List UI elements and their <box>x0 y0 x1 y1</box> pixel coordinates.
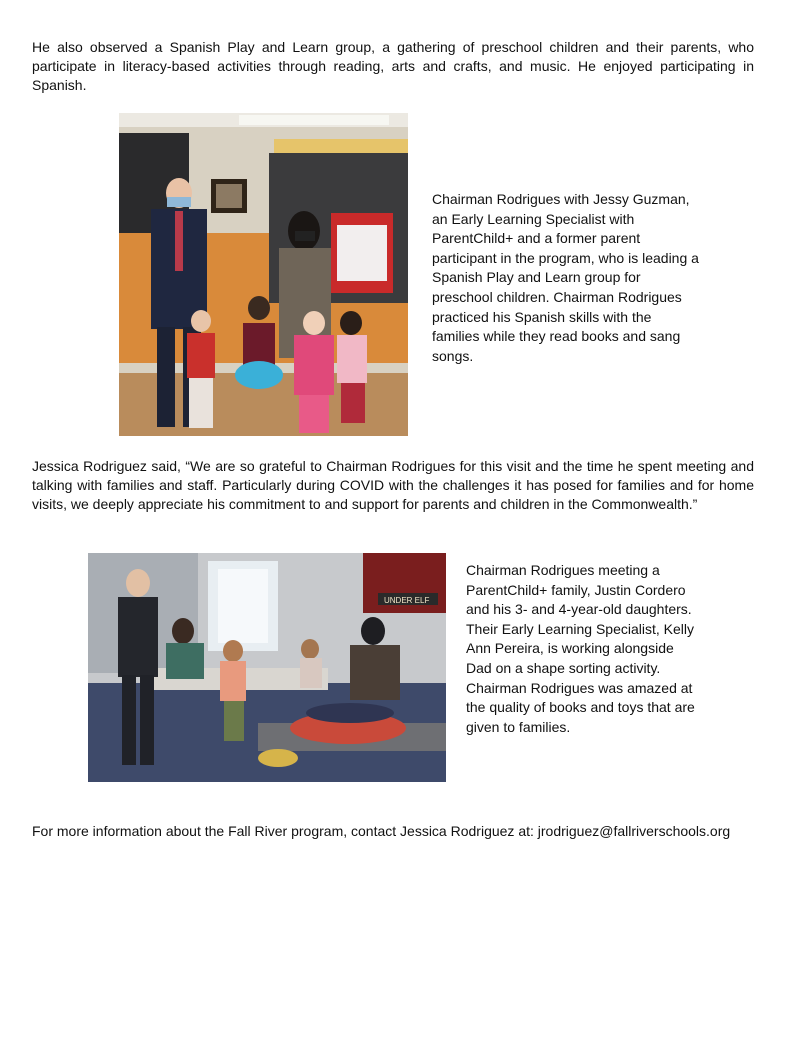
photo-illustration <box>88 553 446 782</box>
photo-caption-cordero: Chairman Rodrigues meeting a ParentChild+ family, Justin Cordero and his 3- and 4-year-old daughters. Their Early Learning Specialist, Kelly Ann Pereira, is working alongside Dad on a shape sorting activity. Chairman Rodrigues was amazed at the quality of books and toys that are given to families. <box>466 562 695 735</box>
quote-paragraph: Jessica Rodriguez said, “We are so grateful to Chairman Rodrigues for this visit and the time he spent meeting and talking with families and staff. Particularly during COVID with the challenges it has posed for families and for home visits, we deeply appreciate his commitment to and support for parents and children in the Commonwealth.” <box>32 458 754 512</box>
photo-illustration <box>119 113 408 436</box>
contact-line: For more information about the Fall River program, contact Jessica Rodriguez at: jrodriguez@fallriverschools.org <box>32 823 731 839</box>
under-elf-sign: UNDER ELF <box>384 596 430 605</box>
photo-caption-guzman: Chairman Rodrigues with Jessy Guzman, an Early Learning Specialist with ParentChild+ and a former parent participant in the program, who is leading a Spanish Play and Learn group for preschool children. Chairman Rodrigues practiced his Spanish skills with the families while they read books and sang songs. <box>432 191 699 364</box>
classroom-photo-chairman-with-guzman <box>119 113 408 436</box>
classroom-photo-cordero-family <box>88 553 446 782</box>
observation-paragraph: He also observed a Spanish Play and Learn group, a gathering of preschool children and their parents, who participate in literacy-based activities through reading, arts and crafts, and music. He enjoyed participating in Spanish. <box>32 39 754 93</box>
